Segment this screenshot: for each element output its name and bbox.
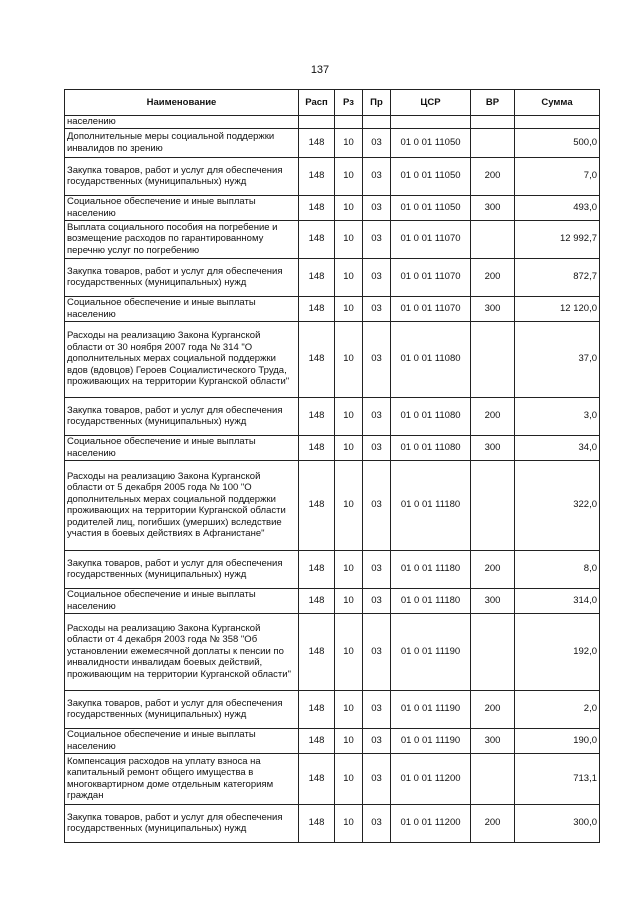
row-rz-cell <box>335 116 363 129</box>
row-vr-cell: 300 <box>471 296 515 321</box>
table-row <box>65 321 600 397</box>
row-vr-cell: 200 <box>471 550 515 588</box>
column-header-pr: Пр <box>363 90 391 116</box>
row-rasp-cell: 148 <box>299 550 335 588</box>
column-header-rasp: Расп <box>299 90 335 116</box>
row-rasp-cell: 148 <box>299 460 335 550</box>
row-pr-cell: 03 <box>363 157 391 195</box>
table-header-row <box>65 90 600 116</box>
table-row <box>65 753 600 804</box>
row-rasp-cell: 148 <box>299 397 335 435</box>
row-name-cell: Социальное обеспечение и иные выплаты населению <box>65 588 299 613</box>
table-row <box>65 550 600 588</box>
row-pr-cell: 03 <box>363 296 391 321</box>
row-pr-cell: 03 <box>363 804 391 842</box>
row-csr-cell: 01 0 01 11190 <box>391 690 471 728</box>
row-sum-cell: 314,0 <box>515 588 600 613</box>
row-vr-cell: 200 <box>471 157 515 195</box>
row-name-cell: Расходы на реализацию Закона Курганской области от 5 декабря 2005 года № 100 "О дополнительных мерах социальной поддержки проживающих на территории Курганской области родителей лиц, погибших (умерших) вследствие участия в боевых действиях в Афганистане" <box>65 460 299 550</box>
column-header-vr: ВР <box>471 90 515 116</box>
page-number: 137 <box>310 64 330 76</box>
table-row <box>65 116 600 129</box>
row-name-cell: Закупка товаров, работ и услуг для обеспечения государственных (муниципальных) нужд <box>65 397 299 435</box>
table-body <box>65 116 600 843</box>
row-csr-cell: 01 0 01 11200 <box>391 804 471 842</box>
row-sum-cell: 34,0 <box>515 435 600 460</box>
row-sum-cell: 2,0 <box>515 690 600 728</box>
row-csr-cell: 01 0 01 11180 <box>391 460 471 550</box>
row-pr-cell: 03 <box>363 321 391 397</box>
row-csr-cell: 01 0 01 11190 <box>391 728 471 753</box>
table-row <box>65 397 600 435</box>
row-vr-cell: 300 <box>471 435 515 460</box>
row-rasp-cell: 148 <box>299 296 335 321</box>
row-rz-cell: 10 <box>335 690 363 728</box>
row-pr-cell: 03 <box>363 588 391 613</box>
row-sum-cell: 37,0 <box>515 321 600 397</box>
row-rz-cell: 10 <box>335 804 363 842</box>
row-vr-cell: 200 <box>471 690 515 728</box>
row-name-cell: Социальное обеспечение и иные выплаты населению <box>65 195 299 220</box>
table-row <box>65 220 600 258</box>
row-rz-cell: 10 <box>335 613 363 690</box>
row-csr-cell: 01 0 01 11070 <box>391 220 471 258</box>
row-vr-cell: 300 <box>471 195 515 220</box>
row-rasp-cell: 148 <box>299 804 335 842</box>
row-rz-cell: 10 <box>335 550 363 588</box>
row-rz-cell: 10 <box>335 321 363 397</box>
table-row <box>65 128 600 157</box>
row-vr-cell: 200 <box>471 258 515 296</box>
row-pr-cell: 03 <box>363 195 391 220</box>
row-pr-cell: 03 <box>363 128 391 157</box>
row-sum-cell: 7,0 <box>515 157 600 195</box>
row-pr-cell: 03 <box>363 728 391 753</box>
table-row <box>65 435 600 460</box>
row-sum-cell: 300,0 <box>515 804 600 842</box>
table-row <box>65 690 600 728</box>
row-name-cell: Социальное обеспечение и иные выплаты населению <box>65 296 299 321</box>
row-csr-cell: 01 0 01 11180 <box>391 550 471 588</box>
row-vr-cell <box>471 220 515 258</box>
row-rz-cell: 10 <box>335 195 363 220</box>
row-sum-cell <box>515 116 600 129</box>
row-pr-cell: 03 <box>363 753 391 804</box>
row-csr-cell: 01 0 01 11200 <box>391 753 471 804</box>
row-csr-cell: 01 0 01 11050 <box>391 195 471 220</box>
column-header-name: Наименование <box>65 90 299 116</box>
row-name-cell: Социальное обеспечение и иные выплаты населению <box>65 435 299 460</box>
row-sum-cell: 322,0 <box>515 460 600 550</box>
row-rz-cell: 10 <box>335 258 363 296</box>
row-name-cell: Социальное обеспечение и иные выплаты населению <box>65 728 299 753</box>
row-rz-cell: 10 <box>335 157 363 195</box>
row-rz-cell: 10 <box>335 397 363 435</box>
row-pr-cell: 03 <box>363 550 391 588</box>
table-row <box>65 588 600 613</box>
row-csr-cell: 01 0 01 11050 <box>391 128 471 157</box>
row-rasp-cell: 148 <box>299 258 335 296</box>
row-pr-cell: 03 <box>363 397 391 435</box>
row-sum-cell: 872,7 <box>515 258 600 296</box>
row-csr-cell: 01 0 01 11070 <box>391 296 471 321</box>
row-name-cell: Закупка товаров, работ и услуг для обеспечения государственных (муниципальных) нужд <box>65 157 299 195</box>
row-name-cell: Закупка товаров, работ и услуг для обеспечения государственных (муниципальных) нужд <box>65 258 299 296</box>
row-csr-cell: 01 0 01 11050 <box>391 157 471 195</box>
row-rasp-cell: 148 <box>299 157 335 195</box>
row-rasp-cell: 148 <box>299 728 335 753</box>
row-rz-cell: 10 <box>335 220 363 258</box>
row-vr-cell: 200 <box>471 397 515 435</box>
table-row <box>65 804 600 842</box>
row-sum-cell: 500,0 <box>515 128 600 157</box>
row-rasp-cell: 148 <box>299 588 335 613</box>
row-sum-cell: 192,0 <box>515 613 600 690</box>
row-csr-cell: 01 0 01 11080 <box>391 435 471 460</box>
row-rasp-cell: 148 <box>299 435 335 460</box>
row-rasp-cell: 148 <box>299 613 335 690</box>
row-rasp-cell: 148 <box>299 753 335 804</box>
row-name-cell: Расходы на реализацию Закона Курганской области от 30 ноября 2007 года № 314 "О дополнительных мерах социальной поддержки вдов (вдовцов) Героев Социалистического Труда, проживающих на территории Курганской области" <box>65 321 299 397</box>
row-name-cell: Выплата социального пособия на погребение и возмещение расходов по гарантированному перечню услуг по погребению <box>65 220 299 258</box>
row-rz-cell: 10 <box>335 588 363 613</box>
row-name-cell: Закупка товаров, работ и услуг для обеспечения государственных (муниципальных) нужд <box>65 690 299 728</box>
column-header-sum: Сумма <box>515 90 600 116</box>
column-header-csr: ЦСР <box>391 90 471 116</box>
column-header-rz: Рз <box>335 90 363 116</box>
row-csr-cell: 01 0 01 11190 <box>391 613 471 690</box>
row-rasp-cell: 148 <box>299 128 335 157</box>
row-csr-cell <box>391 116 471 129</box>
row-pr-cell: 03 <box>363 613 391 690</box>
table-row <box>65 460 600 550</box>
row-vr-cell <box>471 753 515 804</box>
row-rz-cell: 10 <box>335 753 363 804</box>
row-vr-cell <box>471 128 515 157</box>
row-name-cell: Расходы на реализацию Закона Курганской области от 4 декабря 2003 года № 358 "Об установлении ежемесячной доплаты к пенсии по инвалидности инвалидам боевых действий, проживающим на территории Курганской области" <box>65 613 299 690</box>
row-rasp-cell: 148 <box>299 195 335 220</box>
row-vr-cell <box>471 321 515 397</box>
row-name-cell: Дополнительные меры социальной поддержки инвалидов по зрению <box>65 128 299 157</box>
row-vr-cell <box>471 116 515 129</box>
table-row <box>65 157 600 195</box>
row-pr-cell: 03 <box>363 435 391 460</box>
table-row <box>65 296 600 321</box>
row-rz-cell: 10 <box>335 128 363 157</box>
row-name-cell: Закупка товаров, работ и услуг для обеспечения государственных (муниципальных) нужд <box>65 804 299 842</box>
budget-table <box>64 89 600 843</box>
table-row <box>65 728 600 753</box>
row-sum-cell: 190,0 <box>515 728 600 753</box>
row-sum-cell: 3,0 <box>515 397 600 435</box>
row-csr-cell: 01 0 01 11070 <box>391 258 471 296</box>
row-sum-cell: 493,0 <box>515 195 600 220</box>
row-pr-cell: 03 <box>363 220 391 258</box>
row-rz-cell: 10 <box>335 460 363 550</box>
row-sum-cell: 12 120,0 <box>515 296 600 321</box>
row-rasp-cell: 148 <box>299 321 335 397</box>
row-rz-cell: 10 <box>335 435 363 460</box>
table-row <box>65 258 600 296</box>
row-vr-cell: 200 <box>471 804 515 842</box>
row-vr-cell: 300 <box>471 588 515 613</box>
row-sum-cell: 713,1 <box>515 753 600 804</box>
row-pr-cell <box>363 116 391 129</box>
row-csr-cell: 01 0 01 11180 <box>391 588 471 613</box>
table-row <box>65 195 600 220</box>
row-name-cell: населению <box>65 116 299 129</box>
row-sum-cell: 8,0 <box>515 550 600 588</box>
row-pr-cell: 03 <box>363 460 391 550</box>
table-row <box>65 613 600 690</box>
row-sum-cell: 12 992,7 <box>515 220 600 258</box>
row-vr-cell <box>471 613 515 690</box>
row-rasp-cell <box>299 116 335 129</box>
row-csr-cell: 01 0 01 11080 <box>391 397 471 435</box>
row-name-cell: Компенсация расходов на уплату взноса на капитальный ремонт общего имущества в многоквартирном доме отдельным категориям граждан <box>65 753 299 804</box>
row-rz-cell: 10 <box>335 728 363 753</box>
row-vr-cell <box>471 460 515 550</box>
row-name-cell: Закупка товаров, работ и услуг для обеспечения государственных (муниципальных) нужд <box>65 550 299 588</box>
row-pr-cell: 03 <box>363 690 391 728</box>
row-rasp-cell: 148 <box>299 690 335 728</box>
row-vr-cell: 300 <box>471 728 515 753</box>
row-rasp-cell: 148 <box>299 220 335 258</box>
row-rz-cell: 10 <box>335 296 363 321</box>
row-pr-cell: 03 <box>363 258 391 296</box>
row-csr-cell: 01 0 01 11080 <box>391 321 471 397</box>
